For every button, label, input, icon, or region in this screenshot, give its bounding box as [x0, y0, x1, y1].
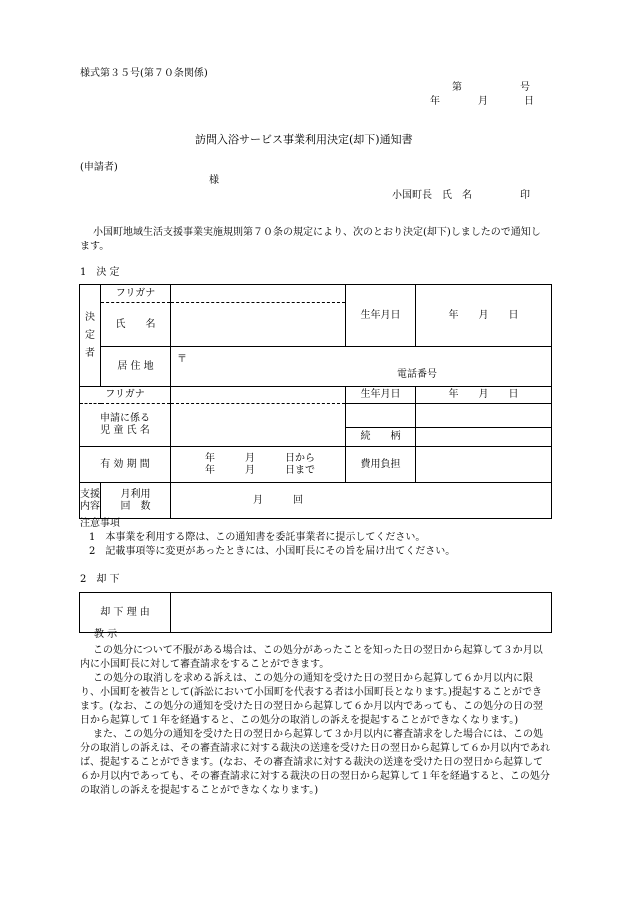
form-number: 様式第３５号(第７０条関係)	[80, 68, 208, 79]
intro-text: 小国町地域生活支援事業実施規則第７０条の規定により、次のとおり決定(却下)しましたので通知します。	[80, 227, 541, 252]
doc-number-go: 号	[520, 82, 530, 93]
address-field[interactable]	[171, 347, 552, 387]
name-label: 氏 名	[101, 303, 171, 347]
cost-label: 費用負担	[346, 447, 416, 483]
note-item: 1 本事業を利用する際は、この通知書を委託事業者に提示してください。	[89, 532, 426, 543]
child-blank-field[interactable]	[416, 404, 552, 428]
name-field[interactable]	[171, 303, 346, 347]
child-blank-label	[346, 404, 416, 428]
note-item: 2 記載事項等に変更があったときには、小国町長にその旨を届け出てください。	[89, 546, 456, 557]
date-month: 月	[478, 96, 488, 107]
cost-field[interactable]	[416, 447, 552, 483]
birthdate-label: 生年月日	[346, 285, 416, 347]
relation-label: 続 柄	[346, 428, 416, 447]
notes-header: 注意事項	[80, 518, 120, 529]
child-furigana-label: フリガナ	[80, 387, 171, 404]
furigana-label: フリガナ	[101, 285, 171, 303]
instruction-paragraph: この処分について不服がある場合は、この処分があったことを知った日の翌日から起算して３か月以内に小国町長に対して審査請求をすることができます。	[80, 645, 543, 670]
child-name-label: 申請に係る 児 童 氏 名	[80, 404, 171, 447]
relation-field[interactable]	[416, 428, 552, 447]
support-content-label: 支援 内容	[80, 483, 101, 519]
document-title: 訪問入浴サービス事業利用決定(却下)通知書	[195, 133, 413, 146]
decided-person-header: 決 定 者	[80, 285, 101, 387]
child-birthdate-label: 生年月日	[346, 387, 416, 404]
child-birthdate-value[interactable]: 年 月 日	[416, 387, 552, 404]
instruction-paragraph: また、この処分の通知を受けた日の翌日から起算して３か月以内に審査請求をした場合には、この処分の取消しの訴えは、その審査請求に対する裁決の送達を受けた日の翌日から起算して６か月以内であれば、提起することができます。(なお、その審査請求に対する裁決の送達を受けた日の翌日から起算して６か月以内であっても、その審査請求に対する裁決の日の翌日から起算して１年を経過すると、この処分の取消しの訴えを提起することができなくなります。)	[80, 729, 550, 796]
instruction-block	[80, 628, 550, 798]
rejection-table	[79, 592, 552, 633]
date-year: 年	[430, 96, 440, 107]
child-name-field[interactable]	[171, 404, 346, 447]
instruction-paragraph: この処分の取消しを求める訴えは、この処分の通知を受けた日の翌日から起算して６か月以内に限り、小国町を被告として(訴訟において小国町を代表する者は小国町長となります。)提起することができます。(なお、この処分の通知を受けた日の翌日から起算して６か月以内であっても、この処分の日の翌日から起算して１年を経過すると、この処分の取消しの訴えを提起することができなくなります。)	[80, 673, 544, 726]
issuer-name: 小国町長 氏 名	[392, 190, 472, 201]
address-label: 居 住 地	[101, 347, 171, 387]
rejection-reason-field[interactable]	[171, 593, 552, 633]
child-furigana-field[interactable]	[171, 387, 346, 404]
section-rejection-heading: 2 却 下	[80, 574, 120, 585]
phone-label: 電話番号	[397, 369, 437, 380]
instruction-header: 教 示	[94, 629, 118, 640]
postal-mark: 〒	[177, 354, 187, 365]
furigana-field[interactable]	[171, 285, 346, 303]
date-day: 日	[524, 96, 534, 107]
valid-period-label: 有 効 期 間	[80, 447, 171, 483]
monthly-usage-label: 月利用 回 数	[101, 483, 171, 519]
doc-number-dai: 第	[452, 82, 462, 93]
issuer-seal: 印	[520, 190, 530, 201]
sama-label: 様	[209, 175, 219, 186]
applicant-label: (申請者)	[80, 162, 118, 173]
section-decision-heading: 1 決 定	[80, 267, 120, 278]
birthdate-value[interactable]: 年 月 日	[416, 285, 552, 347]
rejection-reason-label: 却 下 理 由	[80, 593, 171, 633]
monthly-usage-field[interactable]: 月 回	[171, 483, 552, 519]
valid-period-field[interactable]: 年 月 日から 年 月 日まで	[171, 447, 346, 483]
decision-table	[79, 284, 552, 519]
